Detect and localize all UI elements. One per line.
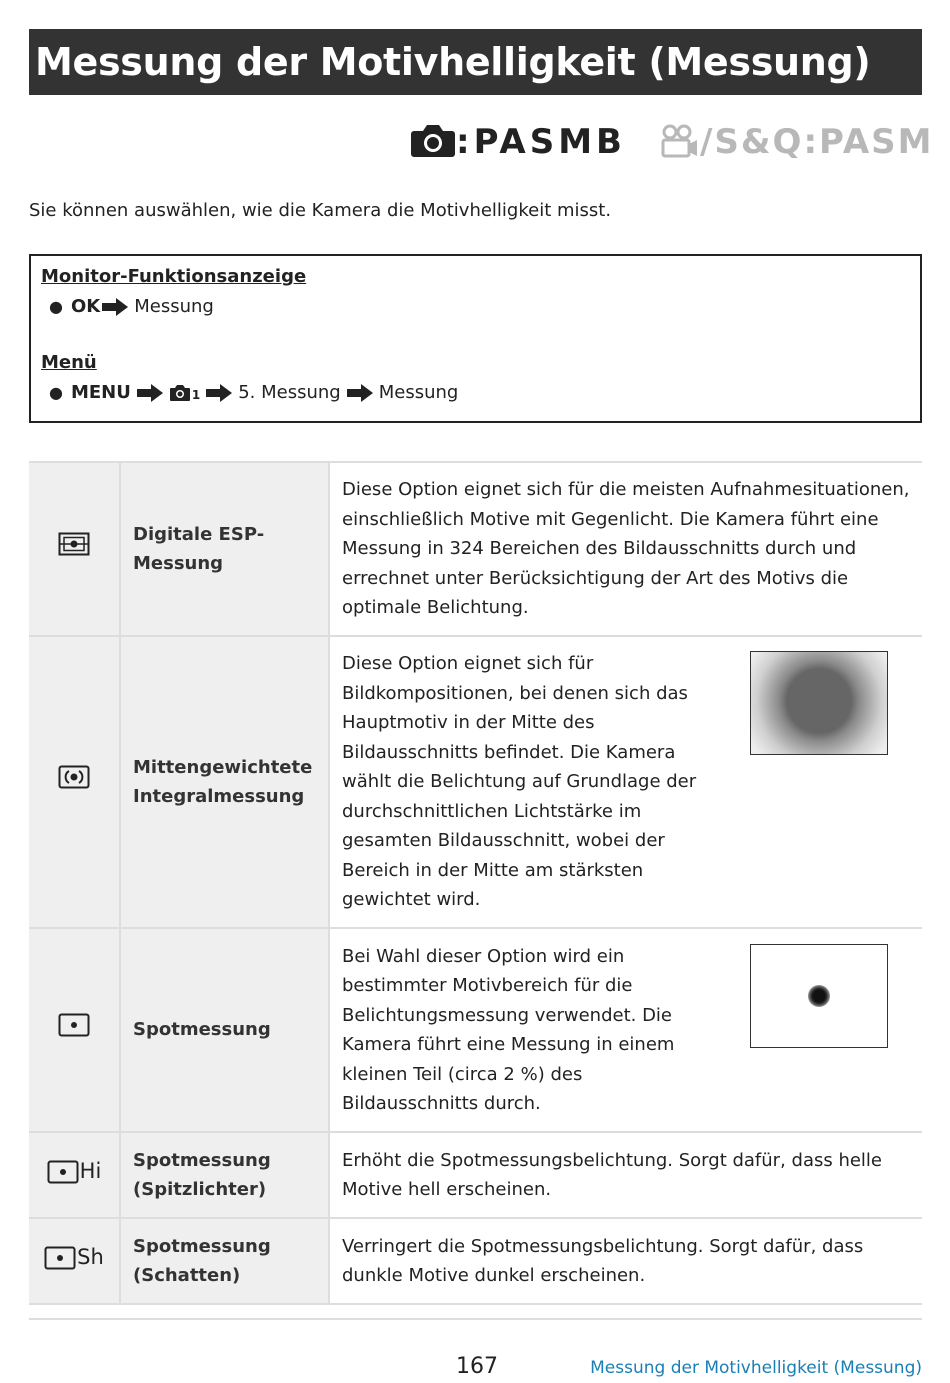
spot-shadow-icon: Sh [44, 1243, 104, 1273]
video-modes: /S&Q:PASM [700, 122, 934, 162]
option-name: Mittengewichtete Integralmessung [120, 636, 329, 928]
intro-text: Sie können auswählen, wie die Kamera die Motivhelligkeit misst. [29, 200, 612, 221]
monitor-heading: Monitor-Funktionsanzeige [41, 266, 307, 287]
spot-area-illustration [750, 944, 888, 1048]
arrow-right-icon [137, 384, 163, 402]
option-name: Spotmessung (Spitzlichter) [120, 1132, 329, 1218]
arrow-right-icon [102, 298, 128, 316]
option-description: Erhöht die Spotmessungsbelichtung. Sorgt dafür, dass helle Motive hell erscheinen. [329, 1132, 922, 1218]
page-title-bar [29, 29, 922, 95]
spot-highlight-icon: Hi [47, 1157, 102, 1187]
option-description: Bei Wahl dieser Option wird ein bestimmter Motivbereich für die Belichtungsmessung verwendet. Die Kamera führt eine Messung in einem kleinen Teil (circa 2 %) des Bildausschnitts durch. [342, 945, 675, 1114]
monitor-target: Messung [134, 296, 214, 317]
menu-heading: Menü [41, 352, 97, 373]
option-name: Digitale ESP-Messung [120, 462, 329, 636]
access-box [29, 254, 922, 423]
page-title: Messung der Motivhelligkeit (Messung) [35, 40, 871, 84]
option-description: Diese Option eignet sich für die meisten Aufnahmesituationen, einschließlich Motive mit Gegenlicht. Die Kamera führt eine Messung in 324 Bereichen des Bildausschnitts durch und errechnet unter Berücksichtigung der Art des Motivs die optimale Belichtung. [329, 462, 922, 636]
table-row [29, 636, 922, 928]
menu-button-label: MENU [70, 382, 131, 403]
footer-divider [29, 1318, 922, 1320]
table-row [29, 1132, 922, 1218]
center-weighted-metering-icon [58, 765, 90, 789]
monitor-path: ● OK Messung [49, 296, 214, 317]
arrow-right-icon [206, 384, 232, 402]
mode-indicator [410, 120, 934, 164]
table-row [29, 462, 922, 636]
table-row [29, 1218, 922, 1304]
option-description: Diese Option eignet sich für Bildkompositionen, bei denen sich das Hauptmotiv in der Mitte des Bildausschnitts befindet. Die Kamera wählt die Belichtung auf Grundlage der durchschnittlichen Lichtstärke im gesamten Bildausschnitt, wobei der Bereich in der Mitte am stärksten gewichtet wird. [342, 653, 697, 911]
table-row [29, 928, 922, 1132]
photo-modes: :PASMB [456, 122, 626, 162]
page-number: 167 [456, 1354, 498, 1379]
esp-metering-icon [58, 532, 90, 556]
option-name: Spotmessung (Schatten) [120, 1218, 329, 1304]
camera-tab-icon: 1 [169, 384, 200, 402]
movie-camera-icon [660, 124, 700, 160]
menu-item: 5. Messung [238, 382, 341, 403]
option-name: Spotmessung [120, 928, 329, 1132]
menu-path: ● MENU 1 5. Messung Messung [49, 382, 459, 403]
section-link[interactable]: Messung der Motivhelligkeit (Messung) [590, 1358, 922, 1378]
arrow-right-icon [347, 384, 373, 402]
spot-metering-icon [58, 1013, 90, 1037]
center-weighted-area-illustration [750, 651, 888, 755]
menu-target: Messung [378, 382, 459, 403]
ok-button-label: OK [70, 296, 101, 317]
camera-icon [410, 123, 456, 159]
option-description: Verringert die Spotmessungsbelichtung. Sorgt dafür, dass dunkle Motive dunkel erscheinen. [329, 1218, 922, 1304]
metering-options-table [29, 461, 922, 1305]
